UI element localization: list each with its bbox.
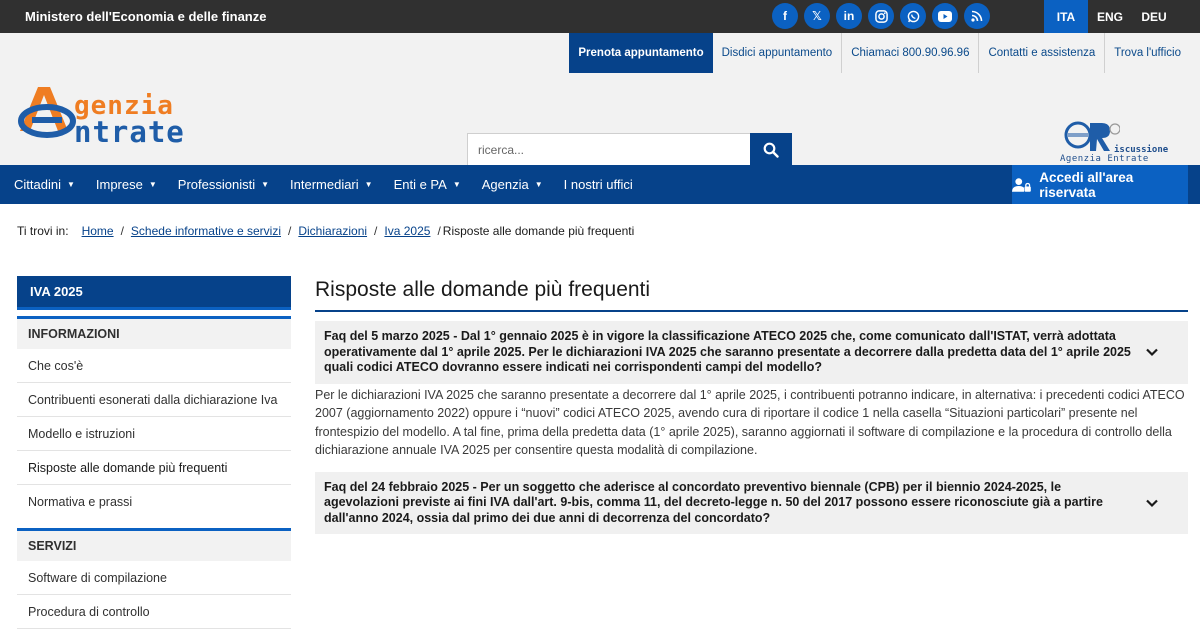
social-links [772,3,990,29]
faq-question[interactable] [315,321,1188,384]
faq-question[interactable] [315,472,1188,535]
discussione-line1: iscussione [1114,145,1169,155]
faq-question-text: Faq del 24 febbraio 2025 - Per un soggetto che aderisce al concordato preventivo biennale (CPB) per il biennio 2024-2025, le agevolazioni previste ai fini IVA dall'art. 9-bis, comma 11, del decreto-legge n. 50 del 2017 possono essere riconosciute già a partire dall'anno 2024, ossia dal primo dei due anni di decorrenza del concordato? [324,479,1103,525]
main-nav [0,165,1200,204]
search-icon [763,142,779,158]
instagram-icon[interactable] [868,3,894,29]
logo-line1: genzia [74,91,174,121]
breadcrumb-label: Ti trovi in: [17,224,69,238]
caret-down-icon: ▼ [452,180,461,189]
sidebar-item-software-compilazione[interactable]: Software di compilazione [17,561,291,595]
ministry-link[interactable]: Ministero dell'Economia e delle finanze [25,9,267,24]
accedi-label: Accedi all'area riservata [1039,169,1134,200]
chevron-down-icon [1144,495,1160,511]
faq-answer: Per le dichiarazioni IVA 2025 che saranno presentate a decorrere dal 1° aprile 2025, i contribuenti potranno indicare, in alternativa: i precedenti codici ATECO 2007 (aggiornamento 2022) oppure i “nuovi” codici ATECO 2025, avendo cura di riportare il codice 1 nella casella “Situazioni particolari” presente nel frontespizio del modello. A tal fine, prima della predetta data (1° aprile 2025), saranno aggiornati il software di compilazione e la procedura di controllo della dichiarazione annuale IVA 2025 per consentire questa modalità di compilazione. [315,387,1185,457]
sidebar-item-risposte-faq[interactable]: Risposte alle domande più frequenti [17,451,291,485]
caret-down-icon: ▼ [148,180,157,189]
sidebar [17,276,291,629]
breadcrumb [17,224,634,238]
caret-down-icon: ▼ [364,180,373,189]
search-form [467,133,792,167]
rss-icon[interactable] [964,3,990,29]
prenota-appuntamento-button[interactable]: Prenota appuntamento [569,33,712,73]
chiamaci-link[interactable]: Chiamaci 800.90.96.96 [842,33,979,73]
nav-label: Professionisti [177,177,256,192]
language-switcher [1044,0,1176,33]
logo-ae-mark [16,81,76,139]
sidebar-title[interactable]: IVA 2025 [17,276,291,310]
sidebar-item-procedura-controllo[interactable]: Procedura di controllo [17,595,291,629]
breadcrumb-home[interactable]: Home [81,224,114,238]
top-bar [0,0,1200,33]
nav-label: Enti e PA [393,177,447,192]
breadcrumb-schede[interactable]: Schede informative e servizi [130,224,281,238]
nav-label: Imprese [95,177,143,192]
nav-intermediari[interactable] [275,165,379,204]
breadcrumb-iva-2025[interactable]: Iva 2025 [384,224,431,238]
facebook-icon[interactable]: f [772,3,798,29]
youtube-icon[interactable] [932,3,958,29]
nav-enti-pa[interactable] [379,165,467,204]
accedi-area-riservata-button[interactable] [1012,165,1188,204]
sidebar-item-che-cose[interactable]: Che cos'è [17,349,291,383]
nav-imprese[interactable] [81,165,163,204]
whatsapp-icon[interactable] [900,3,926,29]
nav-label: Intermediari [290,177,359,192]
sidebar-item-contribuenti-esonerati[interactable]: Contribuenti esonerati dalla dichiarazione Iva [17,383,291,417]
main-content [315,278,1188,534]
breadcrumb-separator: / [120,224,124,238]
page-title: Risposte alle domande più frequenti [315,278,1188,312]
disdici-appuntamento-link[interactable]: Disdici appuntamento [713,33,843,73]
contatti-link[interactable]: Contatti e assistenza [979,33,1105,73]
breadcrumb-current: Risposte alle domande più frequenti [442,224,635,238]
discussione-mark [1060,121,1120,155]
sidebar-section-servizi: SERVIZI [17,528,291,561]
linkedin-icon[interactable]: in [836,3,862,29]
chevron-down-icon [1144,344,1160,360]
breadcrumb-separator: / [288,224,292,238]
lang-deu[interactable]: DEU [1141,9,1167,24]
search-button[interactable] [750,133,792,167]
breadcrumb-separator: / [437,224,441,238]
search-input[interactable] [467,133,750,167]
nav-label: Agenzia [481,177,529,192]
breadcrumb-separator: / [374,224,378,238]
caret-down-icon: ▼ [534,180,543,189]
x-icon[interactable]: 𝕏 [804,3,830,29]
faq-question-text: Faq del 5 marzo 2025 - Dal 1° gennaio 2025 è in vigore la classificazione ATECO 2025 che, come comunicato dall'ISTAT, verrà adottata operativamente dal 1° aprile 2025. Per le dichiarazioni IVA 2025 che saranno presentate a decorrere dalla predetta data del 1° aprile 2025 quali codici ATECO dovranno essere indicati nei corrispondenti campi del modello? [324,329,1131,374]
sidebar-section-informazioni: INFORMAZIONI [17,316,291,349]
sidebar-item-normativa-prassi[interactable]: Normativa e prassi [28,495,133,509]
utility-links [569,33,1181,73]
sidebar-item-modello-istruzioni[interactable]: Modello e istruzioni [17,417,291,451]
nav-professionisti[interactable] [163,165,275,204]
logo-line2: ntrate [74,115,185,149]
lang-ita[interactable]: ITA [1044,0,1088,33]
discussione-line2: Agenzia Entrate [1060,154,1149,164]
trova-ufficio-link[interactable]: Trova l'ufficio [1114,47,1181,59]
nav-agenzia[interactable] [467,165,549,204]
nav-label: Cittadini [14,177,61,192]
caret-down-icon: ▼ [66,180,75,189]
user-lock-icon [1012,177,1031,193]
agenzia-entrate-logo[interactable] [14,77,224,147]
lang-eng[interactable]: ENG [1096,9,1123,24]
nav-nostri-uffici[interactable] [549,165,639,204]
discussione-logo[interactable] [1058,121,1183,165]
site-header [0,33,1200,165]
nav-cittadini[interactable] [0,165,81,204]
caret-down-icon: ▼ [261,180,270,189]
nav-label: I nostri uffici [563,177,633,192]
breadcrumb-dichiarazioni[interactable]: Dichiarazioni [298,224,368,238]
